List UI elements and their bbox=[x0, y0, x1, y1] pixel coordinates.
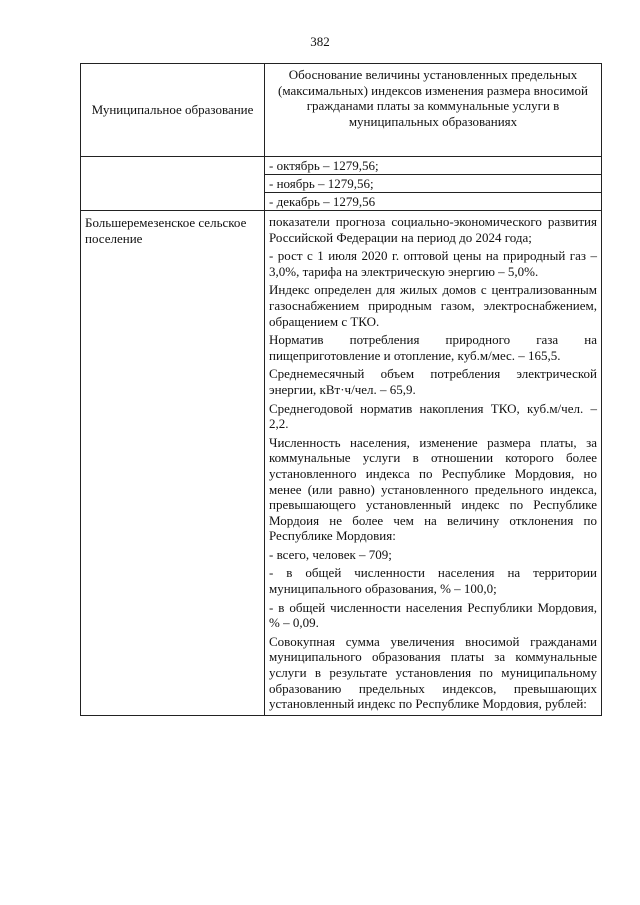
paragraph-total-people: - всего, человек – 709; bbox=[269, 546, 392, 562]
paragraph-republic-share: - в общей численности населения Республики Мордовия, % – 0,09. bbox=[269, 599, 597, 631]
continuation-empty-cell bbox=[81, 157, 265, 211]
month-line-december: - декабрь – 1279,56 bbox=[269, 194, 376, 209]
header-municipality: Муниципальное образование bbox=[81, 64, 265, 157]
paragraph-gas-norm: Норматив потребления природного газа на пищеприготовление и отопление, куб.м/мес. – 165,5. bbox=[269, 332, 597, 363]
paragraph-index-scope: Индекс определен для жилых домов с централизованным газоснабжением природным газом, электроснабжением, обращением с ТКО. bbox=[269, 282, 597, 329]
month-line-november: - ноябрь – 1279,56; bbox=[265, 175, 601, 193]
paragraph-population: Численность населения, изменение размера платы, за коммунальные услуги в отношении которого более установленного индекса по Республике Мордовия, но менее (или равно) установленного предельного индекса, превышающего установленный индекс по Республике Мордоия не более чем на величину отклонения по Республике Мордовия: bbox=[269, 434, 597, 544]
paragraph-price-growth: - рост с 1 июля 2020 г. оптовой цены на природный газ – 3,0%, тарифа на электрическую энергию – 5,0%. bbox=[269, 248, 597, 279]
tariff-justification-table bbox=[80, 63, 602, 716]
paragraph-local-share: - в общей численности населения на территории муниципального образования, % – 100,0; bbox=[269, 565, 597, 597]
table-row-continuation bbox=[81, 157, 602, 211]
month-line-october: - октябрь – 1279,56; bbox=[265, 157, 601, 175]
paragraph-forecast: показатели прогноза социально-экономического развития Российской Федерации на период до 2024 года; bbox=[269, 214, 597, 245]
header-justification: Обоснование величины установленных предельных (максимальных) индексов изменения размера вносимой гражданами платы за коммунальные услуги в муниципальных образованиях bbox=[265, 64, 602, 157]
table-row bbox=[81, 211, 602, 716]
justification-cell bbox=[265, 211, 602, 716]
page-number: 382 bbox=[310, 34, 330, 49]
continuation-cell bbox=[265, 157, 602, 211]
table-header-row bbox=[81, 64, 602, 157]
paragraph-electricity: Среднемесячный объем потребления электрической энергии, кВт·ч/чел. – 65,9. bbox=[269, 366, 597, 397]
paragraph-total-sum: Совокупная сумма увеличения вносимой гражданами муниципального образования платы за коммунальные услуги в результате установления по муниципальному образованию предельных индексов, превышающих установленный индекс по Республике Мордовия, рублей: bbox=[269, 633, 597, 712]
municipality-name: Большеремезенское сельское поселение bbox=[81, 211, 265, 716]
paragraph-waste-norm: Среднегодовой норматив накопления ТКО, куб.м/чел. – 2,2. bbox=[269, 400, 597, 432]
